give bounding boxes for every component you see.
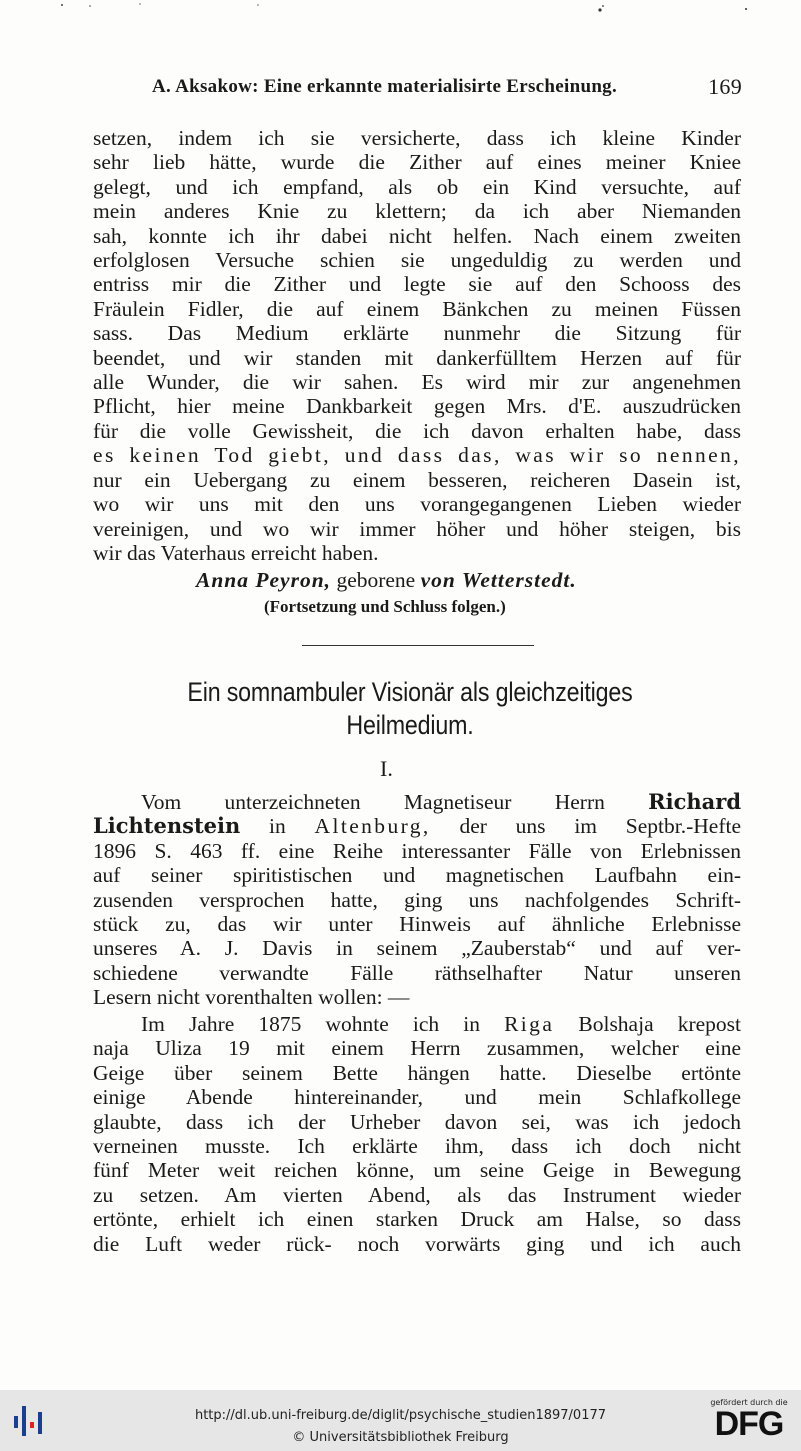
text-line: sass. Das Medium erklärte nunmehr die Sitzung für: [93, 321, 741, 346]
section-divider: [302, 645, 534, 646]
person-name: Lichtenstein: [93, 813, 241, 839]
dfg-caption: gefördert durch die: [710, 1398, 788, 1407]
person-name: Richard: [648, 789, 742, 814]
article-title-line: Heilmedium.: [346, 710, 474, 740]
text-line: Fräulein Fidler, die auf einem Bänkchen zu meinen Füssen: [93, 296, 741, 321]
page-number: 169: [708, 74, 742, 99]
running-head-title: A. Aksakow: Eine erkannte materialisirte Erscheinung.: [152, 76, 618, 97]
text-line: zu setzen. Am vierten Abend, als das Instrument wieder: [93, 1182, 741, 1207]
text-line: auf seiner spiritistischen und magnetischen Laufbahn ein-: [93, 863, 741, 888]
text-line: ertönte, erhielt ich einen starken Druck am Halse, so dass: [93, 1207, 741, 1232]
text-fragment: der uns im Septbr.-Hefte: [459, 814, 742, 839]
scan-specks: [0, 0, 801, 30]
text-line: [93, 790, 741, 814]
text-line: stück zu, das wir unter Hinweis auf ähnliche Erlebnisse: [93, 912, 741, 937]
signature: [196, 568, 726, 593]
section-number: I.: [380, 756, 393, 781]
text-line: glaubte, dass ich der Urheber davon sei, was ich jedoch: [93, 1109, 741, 1134]
text-line: naja Uliza 19 mit einem Herrn zusammen, welcher eine: [93, 1036, 741, 1061]
text-line: [93, 814, 741, 838]
text-line: Pflicht, hier meine Dankbarkeit gegen Mrs. d'E. auszudrücken: [93, 394, 741, 419]
text-line: einige Abende hintereinander, und mein Schlafkollege: [93, 1085, 741, 1110]
text-line: vereinigen, und wo wir immer höher und höher steigen, bis: [93, 516, 741, 541]
letter-text: [93, 126, 741, 565]
text-line: gelegt, und ich empfand, als ob ein Kind versuchte, auf: [93, 174, 741, 199]
text-line: es keinen Tod giebt, und dass das, was wir so nennen,: [93, 443, 741, 468]
dfg-wordmark: DFG: [714, 1405, 784, 1443]
text-line: für die volle Gewissheit, die ich davon erhalten habe, dass: [93, 418, 741, 443]
permalink-url[interactable]: http://dl.ub.uni-freiburg.de/diglit/psychische_studien1897/0177: [194, 1408, 607, 1423]
text-line: Lesern nicht vorenthalten wollen: —: [93, 985, 410, 1010]
article-intro: [93, 790, 741, 1010]
text-fragment: in: [269, 814, 286, 839]
text-line: zusenden versprochen hatte, ging uns nachfolgendes Schrift-: [93, 887, 741, 912]
text-line: verneinen musste. Ich erklärte ihm, dass ich doch nicht: [93, 1134, 741, 1159]
article-title: [126, 676, 694, 742]
signature-born: geborene: [336, 568, 416, 592]
text-fragment: Bolshaja krepost: [578, 1012, 741, 1036]
text-line: wo wir uns mit den uns vorangegangenen Lieben wieder: [93, 492, 741, 517]
text-line: 1896 S. 463 ff. eine Reihe interessanter Fälle von Erlebnissen: [93, 838, 741, 863]
text-line: wir das Vaterhaus erreicht haben.: [93, 540, 379, 565]
copyright-notice: © Universitätsbibliothek Freiburg: [292, 1430, 509, 1445]
place-name: Altenburg,: [314, 814, 431, 839]
text-line: setzen, indem ich sie versicherte, dass ich kleine Kinder: [93, 126, 741, 150]
text-line: alle Wunder, die wir sahen. Es wird mir zur angenehmen: [93, 370, 741, 395]
text-fragment: Im Jahre 1875 wohnte ich in: [141, 1012, 480, 1036]
text-line: beendet, und wir standen mit dankerfülltem Herzen auf für: [93, 345, 741, 370]
text-line: entriss mir die Zither und legte sie auf den Schooss des: [93, 272, 741, 297]
text-line: mein anderes Knie zu klettern; da ich aber Niemanden: [93, 199, 741, 224]
dfg-logo: [707, 1398, 791, 1441]
text-line: nur ein Uebergang zu einem besseren, reicheren Dasein ist,: [93, 467, 741, 492]
text-line: schiedene verwandte Fälle räthselhafter Natur unseren: [93, 960, 741, 985]
text-fragment: Vom unterzeichneten Magnetiseur Herrn: [141, 790, 605, 814]
place-name: Riga: [504, 1012, 555, 1036]
text-line: [93, 1012, 741, 1036]
signature-maiden-name: von Wetterstedt.: [420, 568, 577, 592]
running-head: [152, 76, 742, 98]
continuation-note: (Fortsetzung und Schluss folgen.): [264, 597, 506, 616]
text-line: fünf Meter weit reichen könne, um seine Geige in Bewegung: [93, 1158, 741, 1183]
footer-bar: [0, 1390, 801, 1451]
signature-name: Anna Peyron,: [196, 568, 332, 592]
article-title-line: Ein somnambuler Visionär als gleichzeitiges: [187, 677, 633, 707]
article-paragraph-2: [93, 1012, 741, 1256]
text-line: sah, konnte ich ihr dabei nicht helfen. Nach einem zweiten: [93, 223, 741, 248]
text-line: Geige über seinem Bette hängen hatte. Dieselbe ertönte: [93, 1060, 741, 1085]
text-line: erfolglosen Versuche schien sie ungeduldig zu werden und: [93, 248, 741, 273]
text-line: die Luft weder rück- noch vorwärts ging und ich auch: [93, 1231, 741, 1256]
text-line: sehr lieb hätte, wurde die Zither auf eines meiner Kniee: [93, 150, 741, 175]
text-line: unseres A. J. Davis in seinem „Zauberstab“ und auf ver-: [93, 936, 741, 961]
